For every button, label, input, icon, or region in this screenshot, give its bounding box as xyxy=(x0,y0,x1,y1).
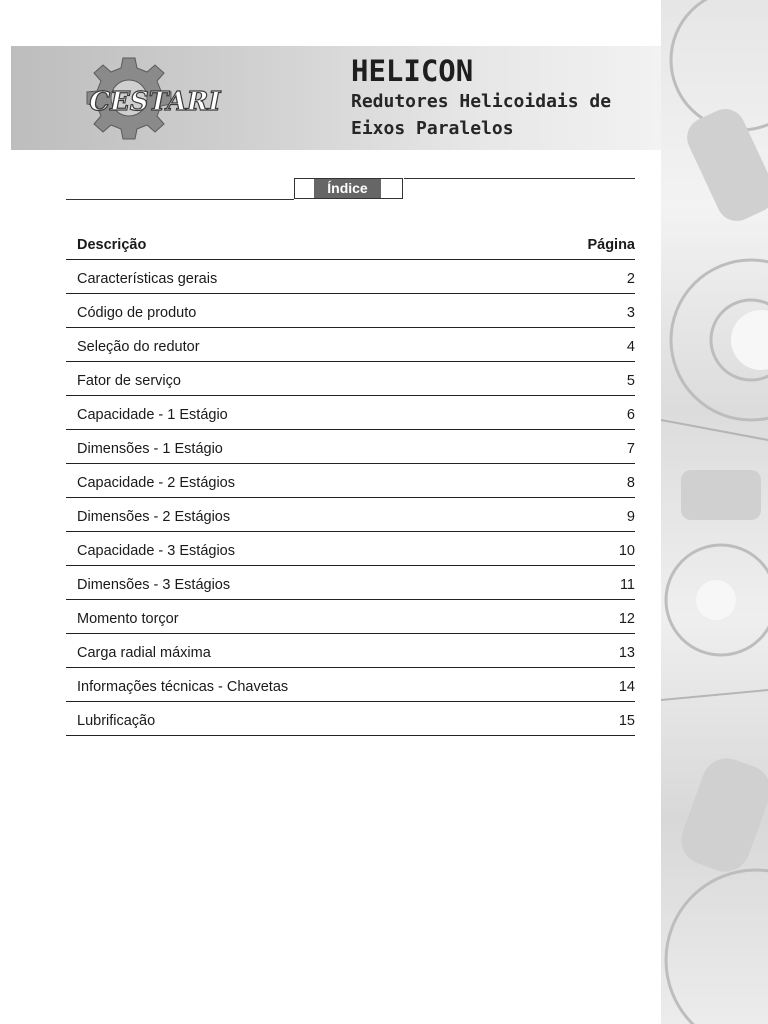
toc-entry-description: Momento torçor xyxy=(77,611,179,627)
toc-row[interactable] xyxy=(66,294,635,328)
toc-row[interactable] xyxy=(66,498,635,532)
description-column-header: Descrição xyxy=(77,237,147,253)
table-of-contents xyxy=(66,231,635,736)
toc-row[interactable] xyxy=(66,702,635,736)
page-column-header: Página xyxy=(587,237,635,253)
divider-line xyxy=(66,199,294,200)
header-banner xyxy=(11,46,661,150)
toc-entry-page: 10 xyxy=(618,543,635,559)
toc-entry-page: 2 xyxy=(626,271,635,287)
toc-entry-description: Carga radial máxima xyxy=(77,645,211,661)
toc-entry-page: 14 xyxy=(618,679,635,695)
toc-entry-description: Capacidade - 1 Estágio xyxy=(77,407,228,423)
toc-entry-page: 9 xyxy=(626,509,635,525)
toc-entry-description: Código de produto xyxy=(77,305,197,321)
toc-entry-description: Dimensões - 1 Estágio xyxy=(77,441,223,457)
index-section-tab xyxy=(66,178,635,200)
toc-entry-description: Características gerais xyxy=(77,271,218,287)
toc-entry-page: 12 xyxy=(618,611,635,627)
toc-row[interactable] xyxy=(66,396,635,430)
toc-entry-page: 3 xyxy=(626,305,635,321)
toc-row[interactable] xyxy=(66,362,635,396)
toc-entry-page: 7 xyxy=(626,441,635,457)
toc-row[interactable] xyxy=(66,668,635,702)
toc-header-row xyxy=(66,231,635,260)
toc-entry-page: 13 xyxy=(618,645,635,661)
toc-entry-description: Capacidade - 3 Estágios xyxy=(77,543,235,559)
toc-entry-description: Capacidade - 2 Estágios xyxy=(77,475,235,491)
toc-entry-page: 11 xyxy=(619,577,635,593)
toc-entry-description: Dimensões - 3 Estágios xyxy=(77,577,231,593)
document-subtitle-line-2: Eixos Paralelos xyxy=(351,118,514,139)
index-label: Índice xyxy=(314,179,381,198)
toc-row[interactable] xyxy=(66,430,635,464)
document-subtitle-line-1: Redutores Helicoidais de xyxy=(351,91,612,112)
toc-entry-description: Dimensões - 2 Estágios xyxy=(77,509,231,525)
gears-decoration-strip xyxy=(661,0,768,1024)
toc-entry-page: 8 xyxy=(626,475,635,491)
toc-entry-description: Lubrificação xyxy=(77,713,156,729)
svg-text:CESTARI: CESTARI xyxy=(89,87,221,117)
toc-row[interactable] xyxy=(66,566,635,600)
title-block xyxy=(351,54,656,142)
toc-entry-page: 15 xyxy=(618,713,635,729)
toc-entry-description: Fator de serviço xyxy=(77,373,181,389)
toc-entry-page: 6 xyxy=(626,407,635,423)
divider-line xyxy=(404,178,635,179)
toc-row[interactable] xyxy=(66,532,635,566)
toc-row[interactable] xyxy=(66,464,635,498)
gears-illustration-icon xyxy=(661,0,768,1024)
toc-entry-description: Informações técnicas - Chavetas xyxy=(77,679,289,695)
toc-entry-page: 4 xyxy=(626,339,635,355)
toc-row[interactable] xyxy=(66,600,635,634)
toc-entry-description: Seleção do redutor xyxy=(77,339,200,355)
document-title: HELICON xyxy=(351,54,474,88)
toc-row[interactable] xyxy=(66,328,635,362)
cestari-logo xyxy=(63,50,233,146)
toc-row[interactable] xyxy=(66,260,635,294)
toc-row[interactable] xyxy=(66,634,635,668)
toc-entry-page: 5 xyxy=(626,373,635,389)
